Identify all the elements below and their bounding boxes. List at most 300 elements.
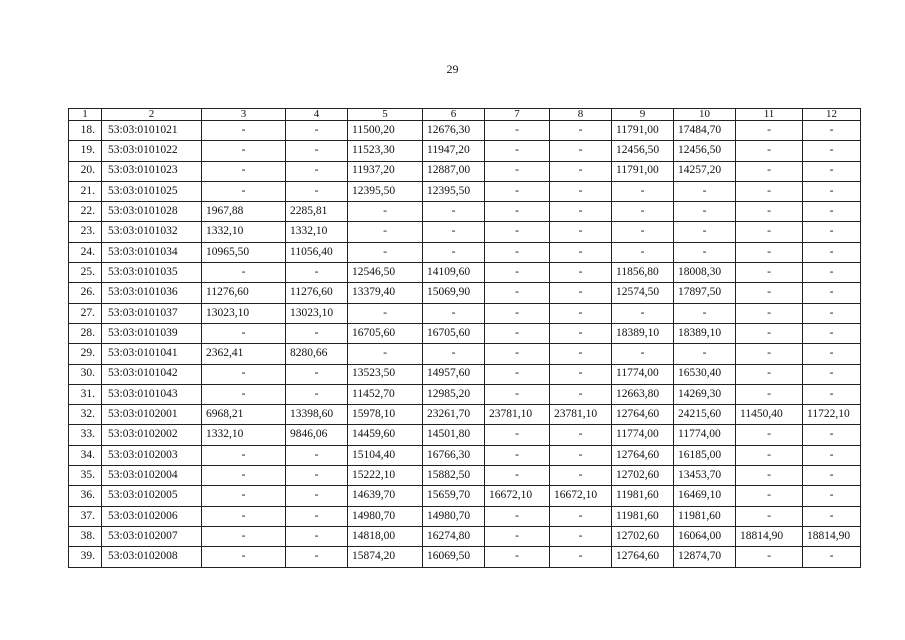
value-cell: - bbox=[736, 303, 803, 323]
value-cell: 11774,00 bbox=[674, 425, 736, 445]
table-row bbox=[69, 141, 861, 161]
value-cell: - bbox=[202, 547, 286, 567]
value-cell: - bbox=[286, 161, 348, 181]
row-number-cell: 27. bbox=[69, 303, 102, 323]
cadastral-number-cell: 53:03:0102004 bbox=[102, 466, 202, 486]
value-cell: - bbox=[803, 303, 861, 323]
value-cell: - bbox=[485, 344, 550, 364]
value-cell: 2285,81 bbox=[286, 202, 348, 222]
value-cell: 13023,10 bbox=[202, 303, 286, 323]
cadastral-number-cell: 53:03:0101043 bbox=[102, 384, 202, 404]
value-cell: 14639,70 bbox=[348, 486, 423, 506]
value-cell: 16705,60 bbox=[348, 323, 423, 343]
value-cell: - bbox=[202, 161, 286, 181]
value-cell: - bbox=[736, 425, 803, 445]
value-cell: - bbox=[736, 486, 803, 506]
value-cell: - bbox=[550, 121, 612, 141]
value-cell: 10965,50 bbox=[202, 242, 286, 262]
row-number-cell: 19. bbox=[69, 141, 102, 161]
value-cell: 2362,41 bbox=[202, 344, 286, 364]
value-cell: - bbox=[803, 283, 861, 303]
cadastral-number-cell: 53:03:0102005 bbox=[102, 486, 202, 506]
value-cell: 23781,10 bbox=[550, 405, 612, 425]
value-cell: - bbox=[286, 384, 348, 404]
cadastral-number-cell: 53:03:0101032 bbox=[102, 222, 202, 242]
column-header: 12 bbox=[803, 109, 861, 121]
value-cell: - bbox=[736, 445, 803, 465]
value-cell: 12764,60 bbox=[612, 405, 674, 425]
value-cell: 12702,60 bbox=[612, 466, 674, 486]
value-cell: - bbox=[348, 222, 423, 242]
row-number-cell: 20. bbox=[69, 161, 102, 181]
table-row bbox=[69, 263, 861, 283]
value-cell: 15882,50 bbox=[423, 466, 485, 486]
value-cell: - bbox=[286, 466, 348, 486]
table-row bbox=[69, 384, 861, 404]
value-cell: - bbox=[202, 486, 286, 506]
value-cell: - bbox=[550, 323, 612, 343]
value-cell: 15978,10 bbox=[348, 405, 423, 425]
value-cell: 14957,60 bbox=[423, 364, 485, 384]
value-cell: - bbox=[550, 547, 612, 567]
table-row bbox=[69, 344, 861, 364]
value-cell: 14269,30 bbox=[674, 384, 736, 404]
value-cell: 14980,70 bbox=[348, 506, 423, 526]
value-cell: 12395,50 bbox=[348, 181, 423, 201]
value-cell: 23781,10 bbox=[485, 405, 550, 425]
value-cell: - bbox=[485, 202, 550, 222]
value-cell: - bbox=[803, 506, 861, 526]
cadastral-number-cell: 53:03:0101037 bbox=[102, 303, 202, 323]
value-cell: - bbox=[803, 323, 861, 343]
value-cell: 12395,50 bbox=[423, 181, 485, 201]
value-cell: - bbox=[736, 384, 803, 404]
value-cell: - bbox=[286, 526, 348, 546]
row-number-cell: 28. bbox=[69, 323, 102, 343]
value-cell: - bbox=[550, 384, 612, 404]
value-cell: 12874,70 bbox=[674, 547, 736, 567]
value-cell: - bbox=[286, 181, 348, 201]
value-cell: 1332,10 bbox=[286, 222, 348, 242]
column-header: 9 bbox=[612, 109, 674, 121]
value-cell: - bbox=[612, 181, 674, 201]
value-cell: - bbox=[202, 384, 286, 404]
value-cell: - bbox=[550, 445, 612, 465]
value-cell: - bbox=[485, 263, 550, 283]
value-cell: 11276,60 bbox=[286, 283, 348, 303]
value-cell: 12663,80 bbox=[612, 384, 674, 404]
table-row bbox=[69, 486, 861, 506]
value-cell: - bbox=[803, 384, 861, 404]
column-header: 8 bbox=[550, 109, 612, 121]
row-number-cell: 38. bbox=[69, 526, 102, 546]
value-cell: - bbox=[736, 364, 803, 384]
value-cell: - bbox=[202, 466, 286, 486]
column-header: 11 bbox=[736, 109, 803, 121]
value-cell: 15659,70 bbox=[423, 486, 485, 506]
value-cell: - bbox=[550, 425, 612, 445]
value-cell: 13398,60 bbox=[286, 405, 348, 425]
row-number-cell: 33. bbox=[69, 425, 102, 445]
value-cell: - bbox=[286, 263, 348, 283]
row-number-cell: 35. bbox=[69, 466, 102, 486]
value-cell: - bbox=[202, 364, 286, 384]
value-cell: - bbox=[674, 344, 736, 364]
value-cell: 13523,50 bbox=[348, 364, 423, 384]
value-cell: - bbox=[736, 161, 803, 181]
value-cell: 18008,30 bbox=[674, 263, 736, 283]
value-cell: 23261,70 bbox=[423, 405, 485, 425]
value-cell: - bbox=[348, 202, 423, 222]
table-row bbox=[69, 222, 861, 242]
table-row bbox=[69, 526, 861, 546]
value-cell: - bbox=[485, 222, 550, 242]
value-cell: 18814,90 bbox=[803, 526, 861, 546]
value-cell: - bbox=[736, 181, 803, 201]
value-cell: - bbox=[202, 506, 286, 526]
cadastral-number-cell: 53:03:0101025 bbox=[102, 181, 202, 201]
value-cell: - bbox=[736, 344, 803, 364]
value-cell: - bbox=[736, 242, 803, 262]
row-number-cell: 23. bbox=[69, 222, 102, 242]
value-cell: - bbox=[286, 445, 348, 465]
value-cell: - bbox=[736, 323, 803, 343]
value-cell: - bbox=[423, 242, 485, 262]
value-cell: 24215,60 bbox=[674, 405, 736, 425]
page-number: 29 bbox=[446, 62, 459, 76]
value-cell: 14980,70 bbox=[423, 506, 485, 526]
value-cell: 14501,80 bbox=[423, 425, 485, 445]
value-cell: - bbox=[485, 425, 550, 445]
row-number-cell: 34. bbox=[69, 445, 102, 465]
value-cell: - bbox=[485, 161, 550, 181]
value-cell: - bbox=[736, 202, 803, 222]
value-cell: - bbox=[485, 181, 550, 201]
column-header: 1 bbox=[69, 109, 102, 121]
value-cell: - bbox=[803, 222, 861, 242]
cadastral-number-cell: 53:03:0102008 bbox=[102, 547, 202, 567]
row-number-cell: 29. bbox=[69, 344, 102, 364]
value-cell: 12985,20 bbox=[423, 384, 485, 404]
table-row bbox=[69, 445, 861, 465]
value-cell: 11450,40 bbox=[736, 405, 803, 425]
value-cell: 11722,10 bbox=[803, 405, 861, 425]
table-row bbox=[69, 364, 861, 384]
value-cell: - bbox=[736, 283, 803, 303]
value-cell: - bbox=[202, 526, 286, 546]
table-row bbox=[69, 181, 861, 201]
value-cell: 6968,21 bbox=[202, 405, 286, 425]
value-cell: 12456,50 bbox=[612, 141, 674, 161]
value-cell: 11774,00 bbox=[612, 425, 674, 445]
value-cell: - bbox=[485, 364, 550, 384]
value-cell: 12887,00 bbox=[423, 161, 485, 181]
cadastral-number-cell: 53:03:0102001 bbox=[102, 405, 202, 425]
table-row bbox=[69, 547, 861, 567]
value-cell: 16185,00 bbox=[674, 445, 736, 465]
column-header: 3 bbox=[202, 109, 286, 121]
table-row bbox=[69, 425, 861, 445]
value-cell: - bbox=[736, 263, 803, 283]
value-cell: 12702,60 bbox=[612, 526, 674, 546]
table-row bbox=[69, 161, 861, 181]
value-cell: - bbox=[423, 344, 485, 364]
value-cell: 17897,50 bbox=[674, 283, 736, 303]
value-cell: - bbox=[674, 242, 736, 262]
value-cell: - bbox=[674, 181, 736, 201]
value-cell: 11791,00 bbox=[612, 121, 674, 141]
value-cell: - bbox=[550, 466, 612, 486]
cadastral-number-cell: 53:03:0102002 bbox=[102, 425, 202, 445]
row-number-cell: 24. bbox=[69, 242, 102, 262]
value-cell: - bbox=[612, 222, 674, 242]
value-cell: - bbox=[550, 526, 612, 546]
column-header: 10 bbox=[674, 109, 736, 121]
value-cell: - bbox=[348, 303, 423, 323]
value-cell: - bbox=[612, 242, 674, 262]
value-cell: - bbox=[348, 344, 423, 364]
value-cell: - bbox=[485, 303, 550, 323]
value-cell: - bbox=[348, 242, 423, 262]
value-cell: 16469,10 bbox=[674, 486, 736, 506]
value-cell: - bbox=[674, 303, 736, 323]
cadastral-number-cell: 53:03:0101021 bbox=[102, 121, 202, 141]
row-number-cell: 32. bbox=[69, 405, 102, 425]
value-cell: 16766,30 bbox=[423, 445, 485, 465]
header-row bbox=[69, 109, 861, 121]
column-header: 7 bbox=[485, 109, 550, 121]
table-row bbox=[69, 242, 861, 262]
value-cell: - bbox=[485, 283, 550, 303]
value-cell: - bbox=[423, 202, 485, 222]
value-cell: - bbox=[803, 466, 861, 486]
value-cell: - bbox=[803, 121, 861, 141]
value-cell: 12456,50 bbox=[674, 141, 736, 161]
value-cell: 1332,10 bbox=[202, 222, 286, 242]
value-cell: - bbox=[485, 506, 550, 526]
value-cell: - bbox=[286, 506, 348, 526]
value-cell: 15069,90 bbox=[423, 283, 485, 303]
value-cell: 14818,00 bbox=[348, 526, 423, 546]
table-row bbox=[69, 121, 861, 141]
value-cell: 12764,60 bbox=[612, 445, 674, 465]
data-table bbox=[68, 108, 861, 568]
value-cell: - bbox=[550, 506, 612, 526]
value-cell: - bbox=[485, 323, 550, 343]
value-cell: - bbox=[286, 364, 348, 384]
value-cell: 9846,06 bbox=[286, 425, 348, 445]
value-cell: - bbox=[803, 344, 861, 364]
value-cell: 15104,40 bbox=[348, 445, 423, 465]
value-cell: - bbox=[286, 121, 348, 141]
value-cell: 15874,20 bbox=[348, 547, 423, 567]
value-cell: - bbox=[612, 303, 674, 323]
value-cell: - bbox=[485, 121, 550, 141]
value-cell: 18389,10 bbox=[674, 323, 736, 343]
value-cell: 11856,80 bbox=[612, 263, 674, 283]
value-cell: - bbox=[485, 141, 550, 161]
table-row bbox=[69, 283, 861, 303]
value-cell: 15222,10 bbox=[348, 466, 423, 486]
value-cell: 8280,66 bbox=[286, 344, 348, 364]
column-header: 6 bbox=[423, 109, 485, 121]
value-cell: - bbox=[485, 242, 550, 262]
value-cell: - bbox=[286, 486, 348, 506]
value-cell: 11947,20 bbox=[423, 141, 485, 161]
cadastral-number-cell: 53:03:0101041 bbox=[102, 344, 202, 364]
table-row bbox=[69, 466, 861, 486]
value-cell: - bbox=[612, 202, 674, 222]
value-cell: - bbox=[550, 303, 612, 323]
cadastral-number-cell: 53:03:0101028 bbox=[102, 202, 202, 222]
row-number-cell: 39. bbox=[69, 547, 102, 567]
value-cell: - bbox=[803, 263, 861, 283]
value-cell: - bbox=[202, 121, 286, 141]
table-row bbox=[69, 202, 861, 222]
row-number-cell: 26. bbox=[69, 283, 102, 303]
value-cell: - bbox=[803, 364, 861, 384]
value-cell: - bbox=[485, 466, 550, 486]
row-number-cell: 18. bbox=[69, 121, 102, 141]
row-number-cell: 21. bbox=[69, 181, 102, 201]
value-cell: - bbox=[803, 161, 861, 181]
value-cell: - bbox=[550, 181, 612, 201]
value-cell: - bbox=[803, 242, 861, 262]
value-cell: - bbox=[612, 344, 674, 364]
value-cell: 13023,10 bbox=[286, 303, 348, 323]
value-cell: - bbox=[550, 283, 612, 303]
value-cell: 18389,10 bbox=[612, 323, 674, 343]
value-cell: - bbox=[202, 141, 286, 161]
value-cell: 12546,50 bbox=[348, 263, 423, 283]
column-header: 4 bbox=[286, 109, 348, 121]
value-cell: - bbox=[286, 323, 348, 343]
value-cell: - bbox=[550, 364, 612, 384]
value-cell: - bbox=[485, 547, 550, 567]
value-cell: - bbox=[202, 323, 286, 343]
cadastral-number-cell: 53:03:0102003 bbox=[102, 445, 202, 465]
column-header: 2 bbox=[102, 109, 202, 121]
value-cell: - bbox=[803, 445, 861, 465]
cadastral-number-cell: 53:03:0101036 bbox=[102, 283, 202, 303]
cadastral-number-cell: 53:03:0101039 bbox=[102, 323, 202, 343]
value-cell: - bbox=[550, 161, 612, 181]
value-cell: 1332,10 bbox=[202, 425, 286, 445]
value-cell: - bbox=[674, 222, 736, 242]
value-cell: - bbox=[736, 222, 803, 242]
value-cell: 16069,50 bbox=[423, 547, 485, 567]
value-cell: 16672,10 bbox=[550, 486, 612, 506]
value-cell: 16064,00 bbox=[674, 526, 736, 546]
value-cell: - bbox=[736, 121, 803, 141]
value-cell: - bbox=[736, 466, 803, 486]
table-row bbox=[69, 323, 861, 343]
value-cell: 11937,20 bbox=[348, 161, 423, 181]
value-cell: - bbox=[674, 202, 736, 222]
value-cell: 18814,90 bbox=[736, 526, 803, 546]
value-cell: - bbox=[550, 263, 612, 283]
value-cell: 11056,40 bbox=[286, 242, 348, 262]
value-cell: - bbox=[423, 303, 485, 323]
value-cell: - bbox=[736, 547, 803, 567]
value-cell: 12574,50 bbox=[612, 283, 674, 303]
value-cell: - bbox=[736, 141, 803, 161]
value-cell: - bbox=[202, 181, 286, 201]
value-cell: 11523,30 bbox=[348, 141, 423, 161]
value-cell: - bbox=[202, 263, 286, 283]
value-cell: - bbox=[550, 242, 612, 262]
value-cell: - bbox=[423, 222, 485, 242]
value-cell: 13453,70 bbox=[674, 466, 736, 486]
cadastral-number-cell: 53:03:0101034 bbox=[102, 242, 202, 262]
value-cell: 16530,40 bbox=[674, 364, 736, 384]
cadastral-number-cell: 53:03:0102007 bbox=[102, 526, 202, 546]
value-cell: - bbox=[550, 222, 612, 242]
value-cell: - bbox=[803, 547, 861, 567]
value-cell: 16705,60 bbox=[423, 323, 485, 343]
value-cell: 13379,40 bbox=[348, 283, 423, 303]
value-cell: 1967,88 bbox=[202, 202, 286, 222]
value-cell: 11791,00 bbox=[612, 161, 674, 181]
value-cell: - bbox=[803, 486, 861, 506]
row-number-cell: 37. bbox=[69, 506, 102, 526]
cadastral-number-cell: 53:03:0101035 bbox=[102, 263, 202, 283]
value-cell: 17484,70 bbox=[674, 121, 736, 141]
value-cell: - bbox=[286, 141, 348, 161]
table-row bbox=[69, 303, 861, 323]
value-cell: - bbox=[485, 445, 550, 465]
row-number-cell: 36. bbox=[69, 486, 102, 506]
row-number-cell: 25. bbox=[69, 263, 102, 283]
value-cell: 12676,30 bbox=[423, 121, 485, 141]
value-cell: - bbox=[485, 384, 550, 404]
cadastral-number-cell: 53:03:0101023 bbox=[102, 161, 202, 181]
row-number-cell: 30. bbox=[69, 364, 102, 384]
value-cell: 11981,60 bbox=[612, 486, 674, 506]
value-cell: 14109,60 bbox=[423, 263, 485, 283]
value-cell: - bbox=[286, 547, 348, 567]
value-cell: - bbox=[550, 141, 612, 161]
cadastral-number-cell: 53:03:0101042 bbox=[102, 364, 202, 384]
value-cell: 16672,10 bbox=[485, 486, 550, 506]
value-cell: - bbox=[485, 526, 550, 546]
value-cell: - bbox=[736, 506, 803, 526]
row-number-cell: 22. bbox=[69, 202, 102, 222]
value-cell: 14459,60 bbox=[348, 425, 423, 445]
column-header: 5 bbox=[348, 109, 423, 121]
value-cell: 11981,60 bbox=[674, 506, 736, 526]
table-row bbox=[69, 506, 861, 526]
value-cell: - bbox=[803, 425, 861, 445]
value-cell: - bbox=[803, 202, 861, 222]
value-cell: 11981,60 bbox=[612, 506, 674, 526]
value-cell: - bbox=[803, 141, 861, 161]
value-cell: 11500,20 bbox=[348, 121, 423, 141]
value-cell: 11276,60 bbox=[202, 283, 286, 303]
value-cell: 11452,70 bbox=[348, 384, 423, 404]
value-cell: 16274,80 bbox=[423, 526, 485, 546]
value-cell: 12764,60 bbox=[612, 547, 674, 567]
row-number-cell: 31. bbox=[69, 384, 102, 404]
value-cell: - bbox=[803, 181, 861, 201]
value-cell: - bbox=[550, 344, 612, 364]
value-cell: - bbox=[202, 445, 286, 465]
table-row bbox=[69, 405, 861, 425]
cadastral-number-cell: 53:03:0102006 bbox=[102, 506, 202, 526]
value-cell: 14257,20 bbox=[674, 161, 736, 181]
value-cell: - bbox=[550, 202, 612, 222]
cadastral-number-cell: 53:03:0101022 bbox=[102, 141, 202, 161]
